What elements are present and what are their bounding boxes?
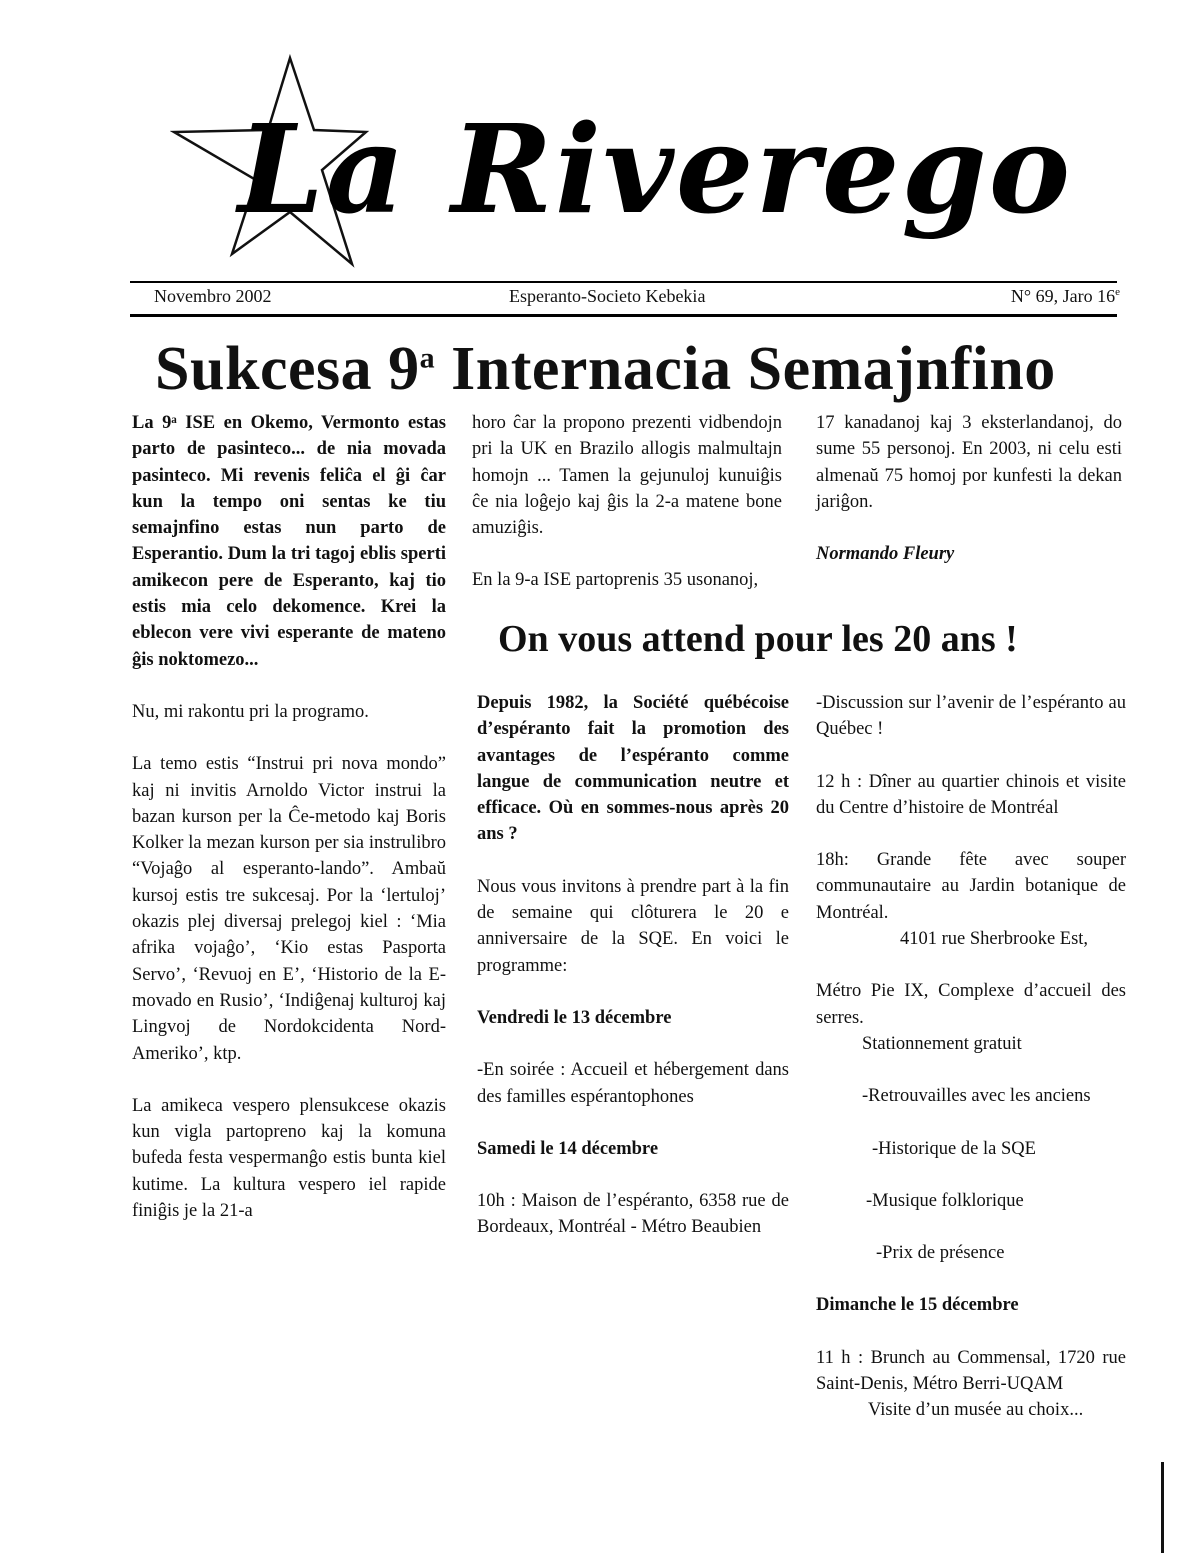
article-paragraph: Nu, mi rakontu pri la programo.: [132, 701, 369, 722]
program-line: -Retrouvailles avec les anciens: [862, 1086, 1091, 1107]
masthead-rule-bottom: [130, 314, 1117, 317]
article-paragraph: horo ĉar la propono prezenti vidbendojn pri la UK en Brazilo allogis malmultajn homojn ... Tamen la gejunuloj kunuiĝis ĉe nia loĝejo kaj ĝis la 2-a matene bone amuziĝis.: [472, 413, 782, 539]
sunday-heading: Dimanche le 15 décembre: [816, 1295, 1019, 1316]
event-invite: Nous vous invitons à prendre part à la fin de semaine qui clôturera le 20 e anniversaire de la SQE. En voici le programme:: [477, 876, 789, 976]
event-headline: On vous attend pour les 20 ans !: [498, 618, 1018, 660]
article-column-1: [132, 410, 446, 1224]
saturday-item: 12 h : Dîner au quartier chinois et visite du Centre d’histoire de Montréal: [816, 771, 1126, 818]
program-line: -Prix de présence: [876, 1243, 1005, 1264]
program-line: Stationnement gratuit: [862, 1033, 1022, 1054]
address-line: 4101 rue Sherbrooke Est,: [900, 929, 1089, 950]
article-column-3: [816, 410, 1122, 593]
event-column-1: [477, 690, 789, 1241]
address-line: Métro Pie IX, Complexe d’accueil des serres.: [816, 981, 1126, 1028]
article-column-2: [472, 410, 782, 594]
society-name: Esperanto-Societo Kebekia: [509, 286, 706, 306]
sunday-item: Visite d’un musée au choix...: [868, 1400, 1084, 1421]
masthead-rule-top: [130, 281, 1117, 283]
issue-number: N° 69, Jaro 16e: [1010, 286, 1120, 306]
article-paragraph: La temo estis “Instrui pri nova mondo” kaj ni invitis Arnoldo Victor instrui la bazan kurson per la Ĉe-metodo kaj Boris Kolker la mezan kurson per sia instrulibro “Vojaĝo al esperanto-lando”. Ambaŭ kursoj estis tre sukcesaj. Por la ‘lertuloj’ okazis plej diversaj prelegoj kiel : ‘Mia afrika vojaĝo’, ‘Kio estas Pasporta Servo’, ‘Revuoj en E’, ‘Historio de la E-movado en Rusio’, ‘Indiĝenaj kulturoj kaj Lingvoj de Nordokcidenta Nord-Ameriko’, ktp.: [132, 754, 446, 1064]
program-line: -Musique folklorique: [866, 1190, 1024, 1211]
friday-item: -En soirée : Accueil et hébergement dans des familles espérantophones: [477, 1060, 789, 1107]
masthead: [0, 0, 1200, 280]
issue-date: Novembro 2002: [154, 286, 272, 306]
article-signature: Normando Fleury: [816, 544, 955, 565]
event-column-2: [816, 690, 1126, 1450]
article-paragraph: La amikeca vespero plensukcese okazis kun vigla partopreno kaj la komuna bufeda festa vespermanĝo estis bunta kiel kutime. La kultura vespero iel rapide finiĝis je la 21-a: [132, 1095, 446, 1222]
program-line: -Historique de la SQE: [872, 1138, 1036, 1159]
article-paragraph: 17 kanadanoj kaj 3 eksterlandanoj, do sume 55 personoj. En 2003, ni celu esti almenaŭ 75 homoj por kunfesti la dekan jariĝon.: [816, 413, 1122, 512]
newspaper-logo: La Riverego: [238, 97, 1073, 241]
saturday-item: 10h : Maison de l’espéranto, 6358 rue de Bordeaux, Montréal - Métro Beaubien: [477, 1191, 789, 1238]
saturday-item: 18h: Grande fête avec souper communautaire au Jardin botanique de Montréal.: [816, 850, 1126, 923]
scan-edge-mark: [1161, 1462, 1164, 1553]
saturday-heading: Samedi le 14 décembre: [477, 1138, 659, 1159]
event-intro: Depuis 1982, la Société québécoise d’espéranto fait la promotion des avantages de l’espéranto comme langue de communication neutre et efficace. Où en sommes-nous après 20 ans ?: [477, 693, 789, 845]
sunday-item: 11 h : Brunch au Commensal, 1720 rue Saint-Denis, Métro Berri-UQAM: [816, 1347, 1126, 1395]
article-paragraph: La 9ᵃ ISE en Okemo, Vermonto estas parto de pasinteco... de nia movada pasinteco. Mi revenis feliĉa el ĝi ĉar kun la tempo oni sentas ke tiu semajnfino estas nun parto de Esperantio. Dum la tri tagoj eblis sperti amikecon pere de Esperanto, kaj tio estis mia celo dekomence. Krei la eblecon vere vivi esperante de mateno ĝis noktomezo...: [132, 413, 446, 670]
article-headline: Sukcesa 9$^a$ Internacia Semajnfino: [155, 335, 1056, 403]
friday-heading: Vendredi le 13 décembre: [477, 1007, 672, 1028]
article-paragraph: En la 9-a ISE partoprenis 35 usonanoj,: [472, 570, 759, 591]
saturday-item: -Discussion sur l’avenir de l’espéranto au Québec !: [816, 693, 1126, 740]
